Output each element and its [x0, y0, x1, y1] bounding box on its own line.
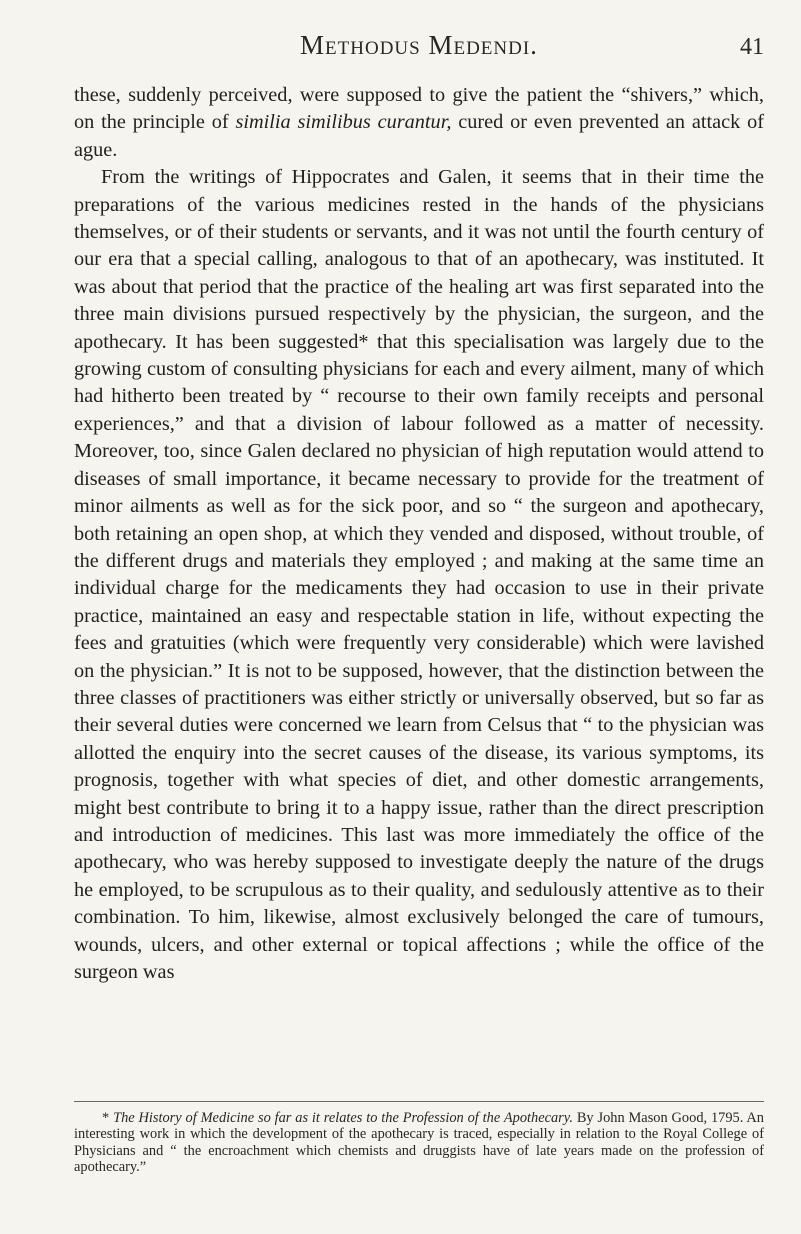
footnote-paragraph	[74, 1110, 764, 1175]
body-text	[74, 82, 764, 986]
latin-phrase: similia similibus curantur,	[235, 111, 452, 134]
footnote-marker: *	[102, 1110, 114, 1126]
footnote-text: By John Mason Good, 1795. An interesting work in which the development of the apothecary is traced, especially in relation to the Royal College of Physicians and “ the encroachment which chemists and druggists have of late years made on the profession of apothecary.”	[74, 1110, 764, 1175]
running-head	[74, 30, 764, 66]
running-head-title: Methodus Medendi.	[300, 30, 538, 60]
footnote-title: The History of Medicine so far as it relates to the Profession of the Apothecary.	[113, 1110, 573, 1126]
paragraph-1-end: cured or even prevented an attack of ague.	[74, 111, 764, 161]
paragraph-2: From the writings of Hippocrates and Galen, it seems that in their time the preparations of the various medicines rested in the hands of the physicians themselves, or of their students or servants, and it was not until the fourth century of our era that a special calling, analogous to that of an apothecary, was instituted. It was about that period that the practice of the healing art was first separated into the three main divisions pursued respectively by the physician, the surgeon, and the apothecary. It has been suggested* that this specialisation was largely due to the growing custom of consulting physicians for each and every ailment, many of which had hitherto been treated by “ recourse to their own family receipts and personal experiences,” and that a division of labour followed as a matter of necessity. Moreover, too, since Galen declared no physician of high reputation would attend to diseases of small importance, it became necessary to provide for the treatment of minor ailments as well as for the sick poor, and so “ the surgeon and apothecary, both retaining an open shop, at which they vended and disposed, without trouble, of the different drugs and materials they employed ; and making at the same time an individual charge for the medicaments they had occasion to use in their private practice, maintained an easy and respectable station in life, without expecting the fees and gratuities (which were frequently very considerable) which were lavished on the physician.” It is not to be supposed, however, that the distinction between the three classes of practitioners was either strictly or universally observed, but so far as their several duties were concerned we learn from Celsus that “ to the physician was allotted the enquiry into the secret causes of the disease, its various symptoms, its prognosis, together with what species of diet, and other domestic arrangements, might best contribute to bring it to a happy issue, rather than the direct prescription and introduction of medicines. This last was more immediately the office of the apothecary, who was hereby supposed to investigate deeply the nature of the drugs he employed, to be scrupulous as to their quality, and sedulously attentive as to their combination. To him, likewise, almost exclusively belonged the care of tumours, wounds, ulcers, and other external or topical affections ; while the office of the surgeon was	[74, 166, 764, 983]
footnote	[74, 1110, 764, 1175]
footnote-divider	[74, 1101, 764, 1102]
paragraph-1	[74, 82, 764, 164]
paragraph-1-start: these, suddenly perceived, were supposed to give the patient the “shivers,” which, on the principle of	[74, 84, 764, 134]
page-number: 41	[740, 34, 764, 60]
